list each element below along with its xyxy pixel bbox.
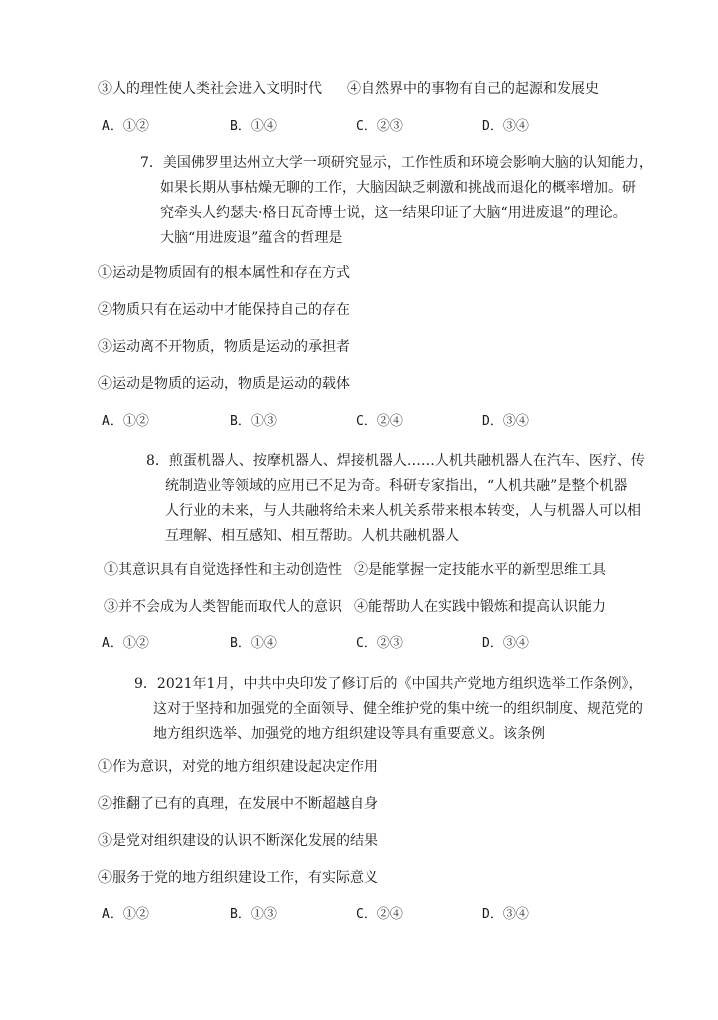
q7-option-c[interactable]: C．②④ xyxy=(356,414,403,429)
q9-statement-1: ①作为意识，对党的地方组织建设起决定作用 xyxy=(98,759,378,775)
q8-option-a[interactable]: A．①② xyxy=(102,636,149,651)
q8-statement-2: ②是能掌握一定技能水平的新型思维工具 xyxy=(354,562,606,578)
q7-statement-4: ④运动是物质的运动，物质是运动的载体 xyxy=(98,376,350,392)
q7-stem-line-1: 7．美国佛罗里达州立大学一项研究显示，工作性质和环境会影响大脑的认知能力， xyxy=(140,155,653,171)
q8-stem-line-3: 人行业的未来，与人共融将给未来人机关系带来根本转变，人与机器人可以相 xyxy=(165,503,641,519)
q6-option-c[interactable]: C．②③ xyxy=(356,119,403,134)
q8-stem-line-1: 8．煎蛋机器人、按摩机器人、焊接机器人……人机共融机器人在汽车、医疗、传 xyxy=(146,453,645,469)
q7-statement-3: ③运动离不开物质，物质是运动的承担者 xyxy=(98,339,350,355)
q7-statement-2: ②物质只有在运动中才能保持自己的存在 xyxy=(98,302,350,318)
q9-stem-line-1: 9．2021年1月，中共中央印发了修订后的《中国共产党地方组织选举工作条例》， xyxy=(134,676,643,692)
q8-statement-4: ④能帮助人在实践中锻炼和提高认识能力 xyxy=(354,599,606,615)
q9-option-b[interactable]: B．①③ xyxy=(230,907,277,922)
q8-stem-line-2: 统制造业等领域的应用已不足为奇。科研专家指出，“人机共融”是整个机器 xyxy=(165,478,628,494)
q8-stem-line-4: 互理解、相互感知、相互帮助。人机共融机器人 xyxy=(165,528,459,544)
q9-option-c[interactable]: C．②④ xyxy=(356,907,403,922)
q8-statement-1: ①其意识具有自觉选择性和主动创造性 xyxy=(104,562,342,578)
q6-option-a[interactable]: A．①② xyxy=(102,119,149,134)
q6-statement-3: ③人的理性使人类社会进入文明时代 xyxy=(98,81,322,97)
q8-option-b[interactable]: B．①④ xyxy=(230,636,277,651)
q9-stem-line-2: 这对于坚持和加强党的全面领导、健全维护党的集中统一的组织制度、规范党的 xyxy=(153,701,643,717)
q8-option-c[interactable]: C．②③ xyxy=(356,636,403,651)
q6-option-b[interactable]: B．①④ xyxy=(230,119,277,134)
q9-option-a[interactable]: A．①② xyxy=(102,907,149,922)
q7-statement-1: ①运动是物质固有的根本属性和存在方式 xyxy=(98,265,350,281)
q7-option-d[interactable]: D．③④ xyxy=(482,414,529,429)
q8-option-d[interactable]: D．③④ xyxy=(482,636,529,651)
q7-option-a[interactable]: A．①② xyxy=(102,414,149,429)
q8-statement-3: ③并不会成为人类智能而取代人的意识 xyxy=(104,599,342,615)
q7-stem-line-3: 究牵头人约瑟夫·格日瓦奇博士说，这一结果印证了大脑“用进废退”的理论。 xyxy=(160,205,627,221)
q6-option-d[interactable]: D．③④ xyxy=(482,119,529,134)
q9-statement-2: ②推翻了已有的真理，在发展中不断超越自身 xyxy=(98,796,378,812)
q9-statement-4: ④服务于党的地方组织建设工作，有实际意义 xyxy=(98,870,378,886)
q6-statement-4: ④自然界中的事物有自己的起源和发展史 xyxy=(347,81,599,97)
q9-stem-line-3: 地方组织选举、加强党的地方组织建设等具有重要意义。该条例 xyxy=(153,726,545,742)
q9-option-d[interactable]: D．③④ xyxy=(482,907,529,922)
q7-option-b[interactable]: B．①③ xyxy=(230,414,277,429)
q7-stem-line-4: 大脑“用进废退”蕴含的哲理是 xyxy=(160,230,343,246)
q7-stem-line-2: 如果长期从事枯燥无聊的工作，大脑因缺乏刺激和挑战而退化的概率增加。研 xyxy=(160,180,636,196)
q9-statement-3: ③是党对组织建设的认识不断深化发展的结果 xyxy=(98,833,378,849)
